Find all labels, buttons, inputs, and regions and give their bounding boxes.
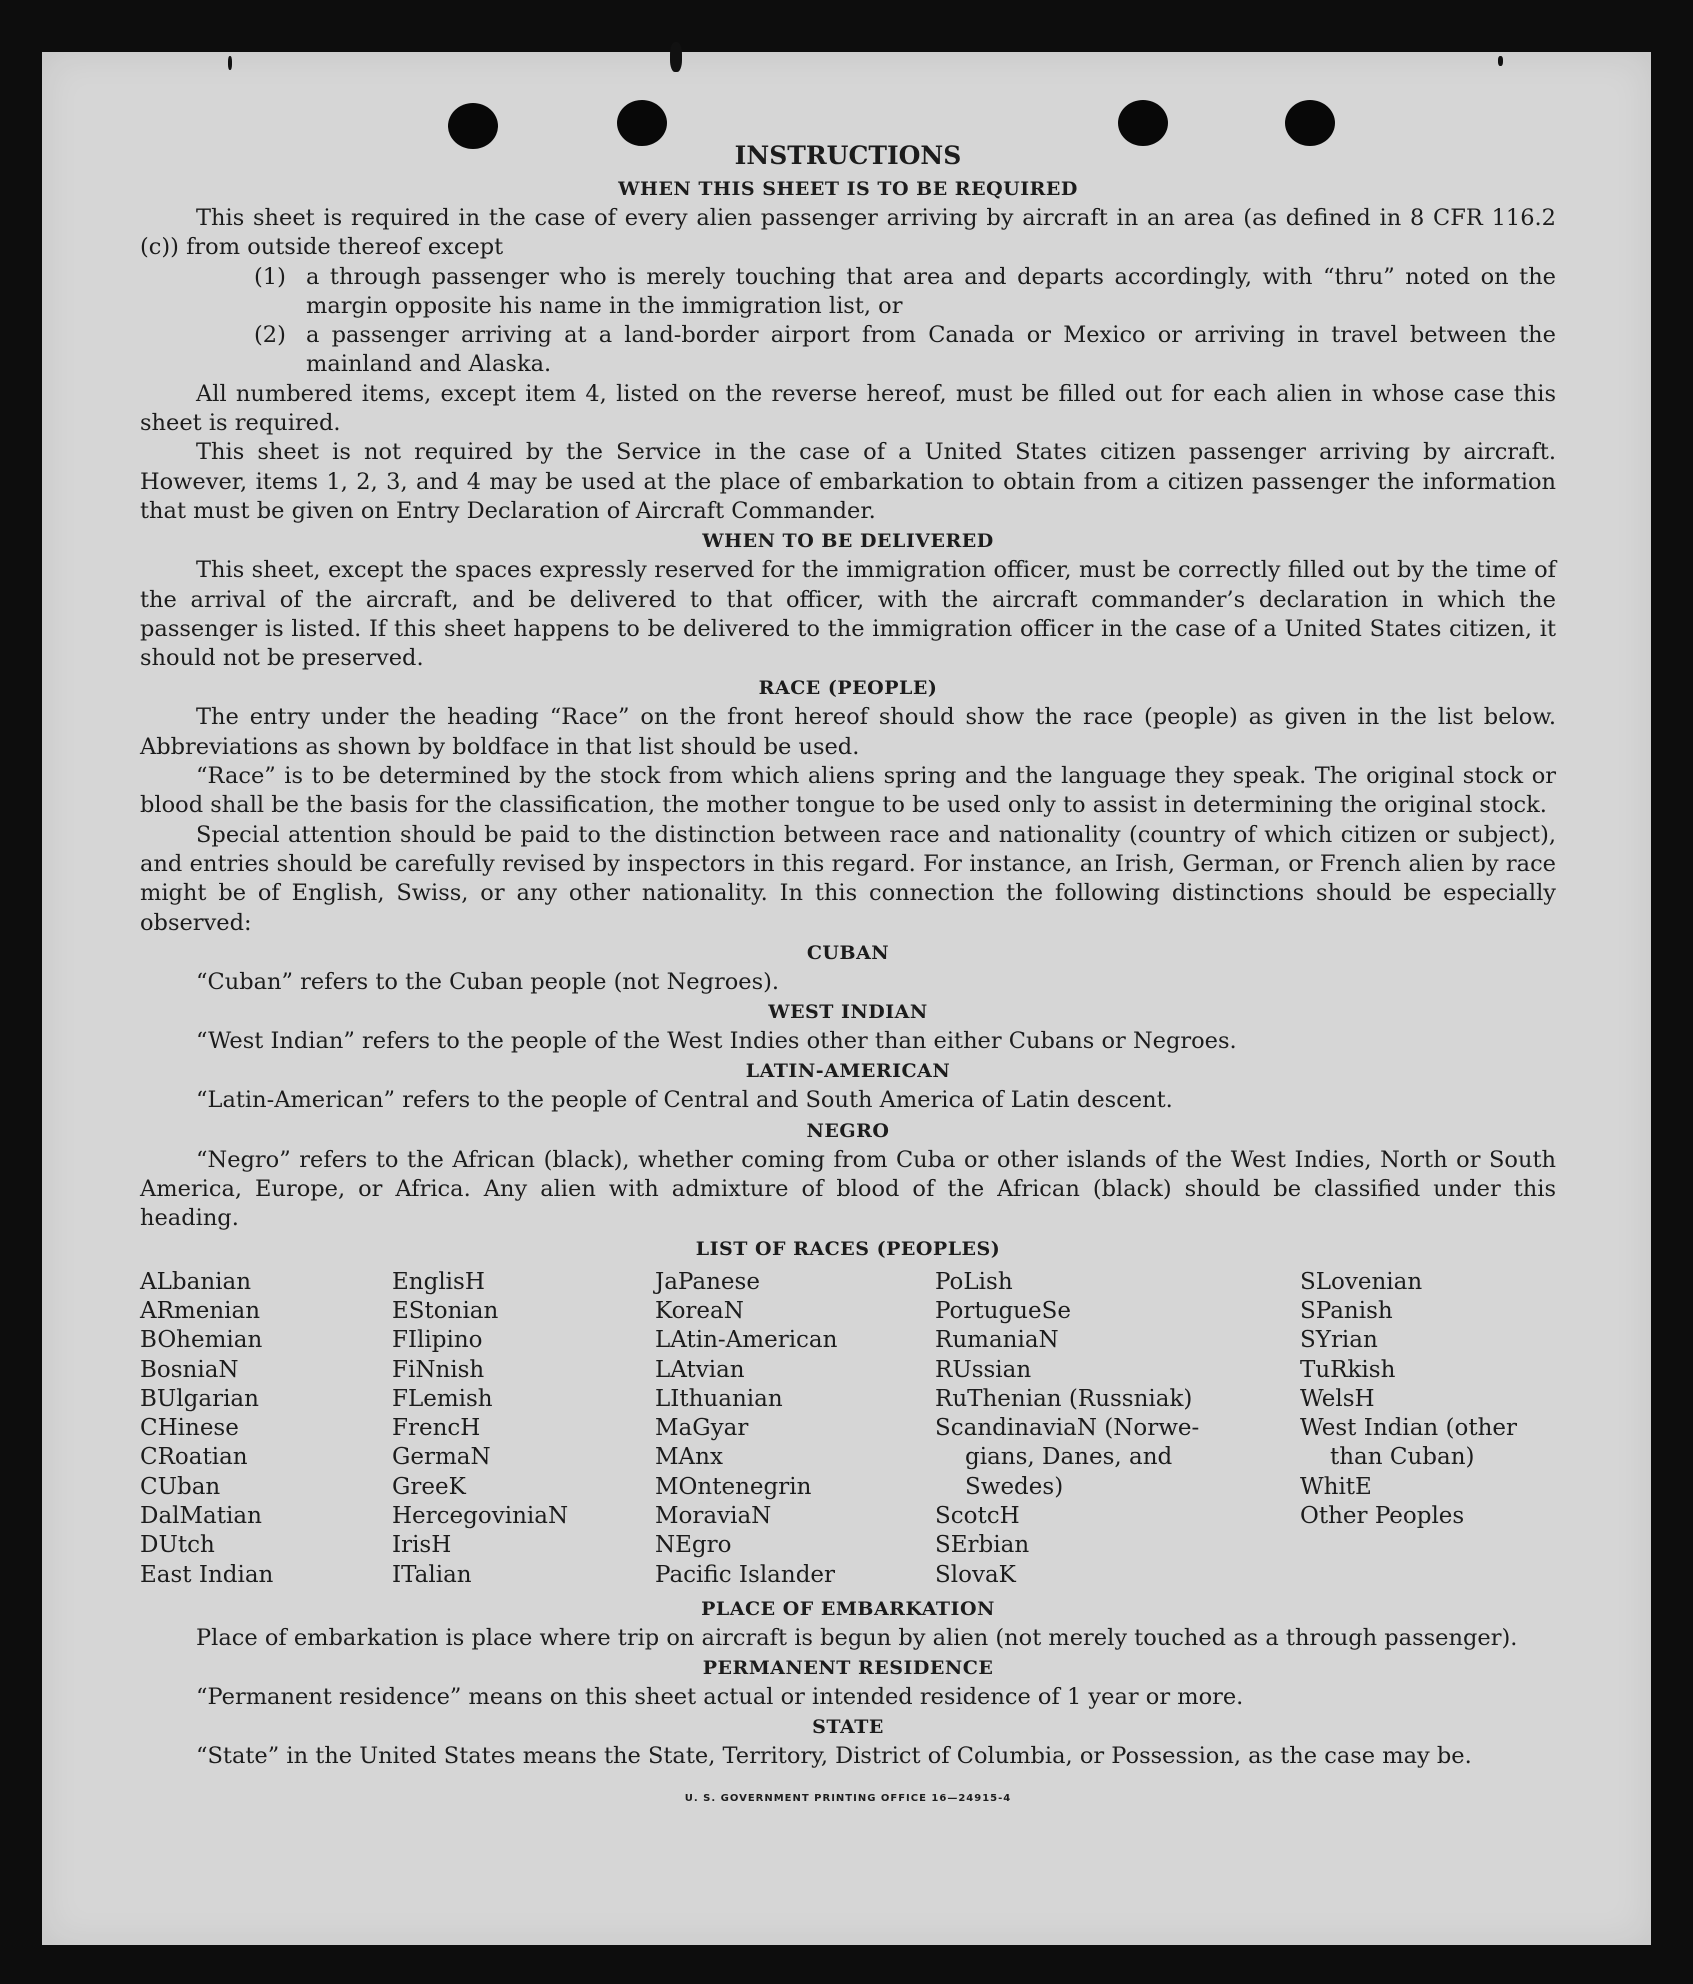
race-entry-continued: Swedes) (965, 1473, 1064, 1500)
races-column-4 (935, 1268, 1300, 1590)
race-entry: CRoatian (140, 1444, 248, 1471)
ink-speck (228, 56, 232, 70)
race-entry: FIlipino (392, 1327, 483, 1354)
item-text: a through passenger who is merely touching that area and departs accordingly, with “thru” noted on the margin opposite his name in the immigration list, or (306, 263, 1556, 319)
race-entry: MoraviaN (655, 1502, 772, 1529)
race-entry: ScotcH (935, 1502, 1020, 1529)
required-para-2: All numbered items, except item 4, listed on the reverse hereof, must be filled out for each alien in whose case this sheet is required. (140, 380, 1556, 437)
race-entry: Pacific Islander (655, 1561, 836, 1588)
race-entry-continued: gians, Danes, and (965, 1444, 1173, 1471)
latin-american-heading: LATIN-AMERICAN (745, 1060, 951, 1083)
race-entry: FLemish (392, 1385, 493, 1412)
negro-text: “Negro” refers to the African (black), whether coming from Cuba or other islands of the West Indies, North or South America, Europe, or Africa. Any alien with admixture of blood of the African (black) should be classified under this heading. (140, 1146, 1556, 1232)
race-entry: BUlgarian (140, 1385, 259, 1412)
embarkation-text: Place of embarkation is place where trip on aircraft is begun by alien (not merely touched as a through passenger). (196, 1624, 1518, 1651)
race-entry: PortugueSe (935, 1297, 1071, 1324)
race-entry: ITalian (392, 1561, 472, 1588)
race-entry: ALbanian (140, 1268, 252, 1295)
race-entry: MOntenegrin (655, 1473, 812, 1500)
races-column-1 (140, 1268, 392, 1590)
item-number: (1) (254, 263, 286, 290)
document-sheet (42, 52, 1651, 1945)
race-entry: NEgro (655, 1532, 732, 1559)
negro-heading: NEGRO (806, 1119, 890, 1142)
race-entry: RumaniaN (935, 1327, 1059, 1354)
numbered-item (254, 263, 1556, 322)
races-list-heading: LIST OF RACES (PEOPLES) (695, 1237, 1001, 1260)
race-para-1: The entry under the heading “Race” on the front hereof should show the race (people) as given in the list below. Abbreviations as shown by boldface in that list should be used. (140, 704, 1556, 760)
race-entry: CHinese (140, 1415, 239, 1442)
race-para-3: Special attention should be paid to the distinction between race and nationality (country of which citizen or subject), and entries should be carefully revised by inspectors in this regard. For instance, an Irish, German, or French alien by race might be of English, Swiss, or any other nationality. In this connection the following distinctions should be especially observed: (140, 821, 1556, 936)
required-heading: WHEN THIS SHEET IS TO BE REQUIRED (618, 178, 1078, 200)
instructions-content (140, 134, 1556, 1813)
delivered-text: This sheet, except the spaces expressly reserved for the immigration officer, must be correctly filled out by the time of the arrival of the aircraft, and be delivered to that officer, with the aircraft commander’s declaration in which the passenger is listed. If this sheet happens to be delivered to the immigration officer in the case of a United States citizen, it should not be preserved. (140, 557, 1556, 672)
race-entry: EnglisH (392, 1268, 485, 1295)
race-entry: JaPanese (655, 1268, 760, 1295)
race-entry: EStonian (392, 1297, 499, 1324)
race-entry: WhitE (1300, 1473, 1372, 1500)
cuban-text: “Cuban” refers to the Cuban people (not Negroes). (196, 968, 780, 995)
race-entry: GreeK (392, 1473, 466, 1500)
delivered-heading: WHEN TO BE DELIVERED (702, 530, 994, 553)
race-entry: DUtch (140, 1532, 215, 1559)
races-column-2 (392, 1268, 655, 1590)
west-indian-heading: WEST INDIAN (768, 1001, 928, 1024)
race-entry: KoreaN (655, 1297, 744, 1324)
race-entry: SLovenian (1300, 1268, 1423, 1295)
ink-speck (1498, 56, 1503, 66)
item-text: a passenger arriving at a land-border airport from Canada or Mexico or arriving in travel between the mainland and Alaska. (306, 322, 1556, 378)
race-entry: LAtin-American (655, 1327, 838, 1354)
race-entry: PoLish (935, 1268, 1013, 1295)
race-entry: SlovaK (935, 1561, 1016, 1588)
race-entry: DalMatian (140, 1502, 262, 1529)
race-entry-continued: than Cuban) (1330, 1444, 1475, 1471)
item-number: (2) (254, 322, 286, 349)
race-entry: FrencH (392, 1415, 481, 1442)
printing-office-footer: U. S. GOVERNMENT PRINTING OFFICE 16—24915-4 (684, 1792, 1012, 1804)
race-entry: MaGyar (655, 1415, 749, 1442)
race-entry: WelsH (1300, 1385, 1375, 1412)
race-para-2: “Race” is to be determined by the stock from which aliens spring and the language they speak. The original stock or blood shall be the basis for the classification, the mother tongue to be used only to assist in determining the original stock. (140, 763, 1556, 819)
races-column-3 (655, 1268, 935, 1590)
cuban-heading: CUBAN (806, 941, 890, 964)
residence-text: “Permanent residence” means on this sheet actual or intended residence of 1 year or more. (196, 1684, 1244, 1711)
race-entry: West Indian (other (1300, 1415, 1518, 1442)
ink-speck (670, 42, 682, 72)
embarkation-heading: PLACE OF EMBARKATION (701, 1597, 995, 1620)
race-heading: RACE (PEOPLE) (758, 677, 938, 700)
race-entry: East Indian (140, 1561, 274, 1588)
race-entry: RuThenian (Russniak) (935, 1385, 1193, 1412)
race-entry: BosniaN (140, 1356, 239, 1383)
race-entry: Other Peoples (1300, 1502, 1465, 1529)
required-para-3: This sheet is not required by the Service in the case of a United States citizen passenger arriving by aircraft. However, items 1, 2, 3, and 4 may be used at the place of embarkation to obtain from a citizen passenger the information that must be given on Entry Declaration of Aircraft Commander. (140, 439, 1556, 524)
state-text: “State” in the United States means the State, Territory, District of Columbia, or Possession, as the case may be. (196, 1743, 1472, 1770)
race-entry: IrisH (392, 1532, 452, 1559)
race-entry: LAtvian (655, 1356, 745, 1383)
race-entry: GermaN (392, 1444, 491, 1471)
race-entry: ARmenian (140, 1297, 261, 1324)
race-entry: ScandinaviaN (Norwe- (935, 1415, 1200, 1442)
race-entry: SPanish (1300, 1297, 1393, 1324)
race-entry: CUban (140, 1473, 221, 1500)
race-entry: MAnx (655, 1444, 723, 1471)
residence-heading: PERMANENT RESIDENCE (702, 1657, 994, 1680)
latin-american-text: “Latin-American” refers to the people of Central and South America of Latin descent. (196, 1087, 1173, 1114)
race-entry: BOhemian (140, 1327, 263, 1354)
page-title: INSTRUCTIONS (734, 141, 962, 170)
races-list (140, 1268, 1556, 1590)
required-intro: This sheet is required in the case of every alien passenger arriving by aircraft in an area (as defined in 8 CFR 116.2 (c)) from outside thereof except (140, 205, 1556, 261)
race-entry: LIthuanian (655, 1385, 783, 1412)
race-entry: HercegoviniaN (392, 1502, 569, 1529)
west-indian-text: “West Indian” refers to the people of the West Indies other than either Cubans or Negroes. (196, 1028, 1237, 1055)
race-entry: SYrian (1300, 1327, 1378, 1354)
race-entry: SErbian (935, 1532, 1030, 1559)
race-entry: RUssian (935, 1356, 1032, 1383)
race-entry: FiNnish (392, 1356, 485, 1383)
races-column-5 (1300, 1268, 1556, 1590)
state-heading: STATE (812, 1716, 884, 1739)
numbered-item (254, 321, 1556, 380)
race-entry: TuRkish (1300, 1356, 1396, 1383)
